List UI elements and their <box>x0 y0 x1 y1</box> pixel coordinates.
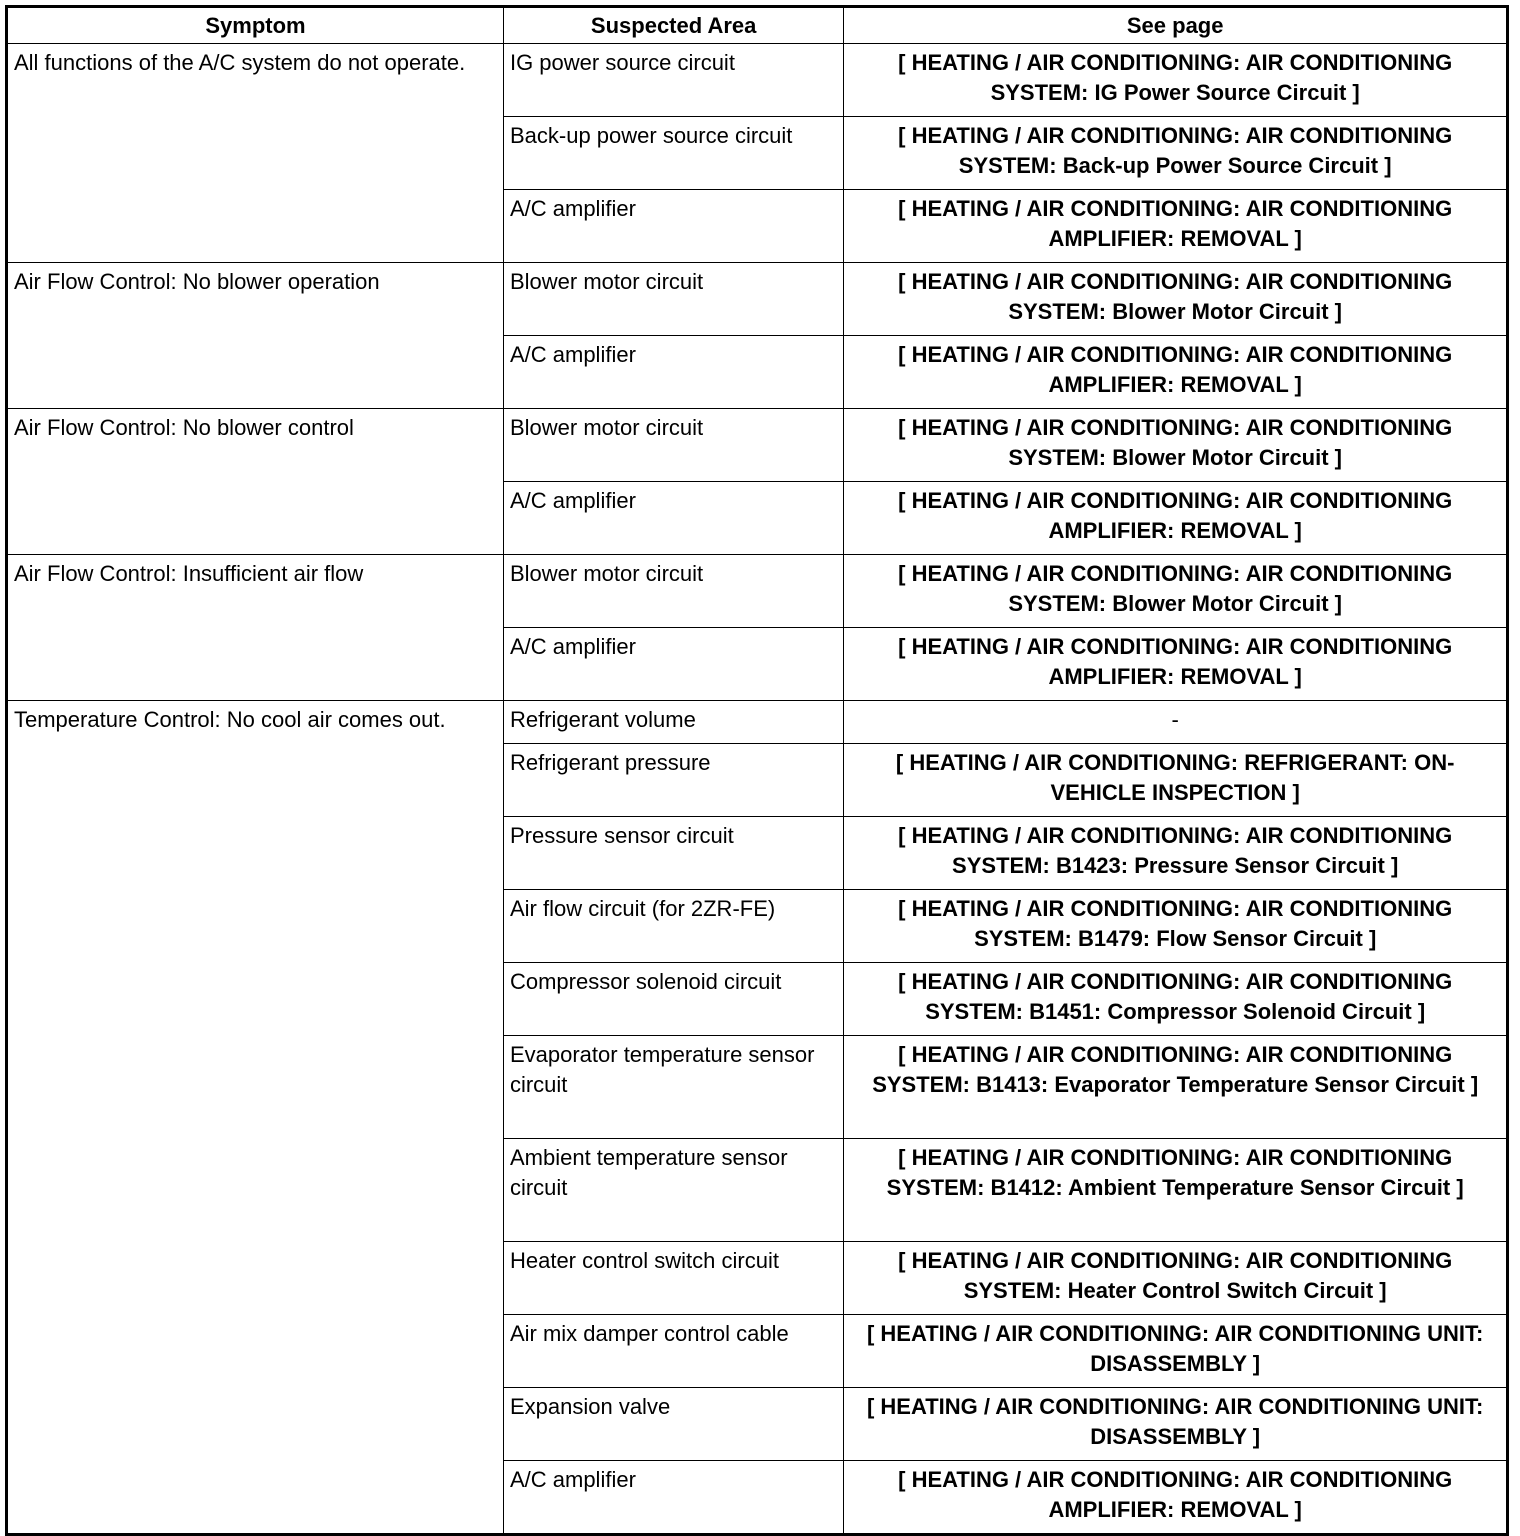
suspected-area-cell: Ambient temperature sensor circuit <box>503 1139 843 1242</box>
see-page-link[interactable]: [ HEATING / AIR CONDITIONING: AIR CONDITIONING AMPLIFIER: REMOVAL ] <box>844 1461 1508 1535</box>
see-page-text: - <box>844 701 1508 744</box>
suspected-area-cell: A/C amplifier <box>503 190 843 263</box>
suspected-area-cell: A/C amplifier <box>503 336 843 409</box>
suspected-area-cell: Air flow circuit (for 2ZR-FE) <box>503 890 843 963</box>
suspected-area-cell: A/C amplifier <box>503 482 843 555</box>
see-page-link[interactable]: [ HEATING / AIR CONDITIONING: AIR CONDITIONING AMPLIFIER: REMOVAL ] <box>844 336 1508 409</box>
see-page-link[interactable]: [ HEATING / AIR CONDITIONING: AIR CONDITIONING SYSTEM: B1412: Ambient Temperature Sensor Circuit ] <box>844 1139 1508 1242</box>
suspected-area-cell: Compressor solenoid circuit <box>503 963 843 1036</box>
header-symptom: Symptom <box>7 7 504 44</box>
suspected-area-cell: Expansion valve <box>503 1388 843 1461</box>
table-row <box>7 44 1508 117</box>
see-page-link[interactable]: [ HEATING / AIR CONDITIONING: AIR CONDITIONING SYSTEM: Blower Motor Circuit ] <box>844 555 1508 628</box>
symptom-cell: Air Flow Control: No blower operation <box>7 263 504 409</box>
table-row <box>7 263 1508 336</box>
suspected-area-cell: IG power source circuit <box>503 44 843 117</box>
suspected-area-cell: Blower motor circuit <box>503 555 843 628</box>
see-page-link[interactable]: [ HEATING / AIR CONDITIONING: AIR CONDITIONING SYSTEM: Blower Motor Circuit ] <box>844 263 1508 336</box>
symptom-cell: All functions of the A/C system do not operate. <box>7 44 504 263</box>
see-page-link[interactable]: [ HEATING / AIR CONDITIONING: AIR CONDITIONING AMPLIFIER: REMOVAL ] <box>844 190 1508 263</box>
problem-symptoms-table <box>5 5 1509 1536</box>
table-row <box>7 555 1508 628</box>
suspected-area-cell: Pressure sensor circuit <box>503 817 843 890</box>
see-page-link[interactable]: [ HEATING / AIR CONDITIONING: AIR CONDITIONING SYSTEM: Heater Control Switch Circuit ] <box>844 1242 1508 1315</box>
suspected-area-cell: A/C amplifier <box>503 1461 843 1535</box>
suspected-area-cell: Refrigerant volume <box>503 701 843 744</box>
see-page-link[interactable]: [ HEATING / AIR CONDITIONING: AIR CONDITIONING SYSTEM: B1413: Evaporator Temperature Sensor Circuit ] <box>844 1036 1508 1139</box>
header-see-page: See page <box>844 7 1508 44</box>
table-header-row <box>7 7 1508 44</box>
suspected-area-cell: Back-up power source circuit <box>503 117 843 190</box>
see-page-link[interactable]: [ HEATING / AIR CONDITIONING: AIR CONDITIONING SYSTEM: B1479: Flow Sensor Circuit ] <box>844 890 1508 963</box>
table-row <box>7 409 1508 482</box>
suspected-area-cell: Blower motor circuit <box>503 263 843 336</box>
see-page-link[interactable]: [ HEATING / AIR CONDITIONING: AIR CONDITIONING SYSTEM: IG Power Source Circuit ] <box>844 44 1508 117</box>
see-page-link[interactable]: [ HEATING / AIR CONDITIONING: AIR CONDITIONING SYSTEM: Back-up Power Source Circuit ] <box>844 117 1508 190</box>
suspected-area-cell: Refrigerant pressure <box>503 744 843 817</box>
symptom-cell: Air Flow Control: No blower control <box>7 409 504 555</box>
symptom-cell: Air Flow Control: Insufficient air flow <box>7 555 504 701</box>
table-row <box>7 701 1508 744</box>
see-page-link[interactable]: [ HEATING / AIR CONDITIONING: REFRIGERANT: ON-VEHICLE INSPECTION ] <box>844 744 1508 817</box>
see-page-link[interactable]: [ HEATING / AIR CONDITIONING: AIR CONDITIONING SYSTEM: B1451: Compressor Solenoid Circuit ] <box>844 963 1508 1036</box>
suspected-area-cell: Evaporator temperature sensor circuit <box>503 1036 843 1139</box>
see-page-link[interactable]: [ HEATING / AIR CONDITIONING: AIR CONDITIONING UNIT: DISASSEMBLY ] <box>844 1315 1508 1388</box>
suspected-area-cell: Air mix damper control cable <box>503 1315 843 1388</box>
see-page-link[interactable]: [ HEATING / AIR CONDITIONING: AIR CONDITIONING AMPLIFIER: REMOVAL ] <box>844 482 1508 555</box>
see-page-link[interactable]: [ HEATING / AIR CONDITIONING: AIR CONDITIONING AMPLIFIER: REMOVAL ] <box>844 628 1508 701</box>
see-page-link[interactable]: [ HEATING / AIR CONDITIONING: AIR CONDITIONING SYSTEM: B1423: Pressure Sensor Circuit ] <box>844 817 1508 890</box>
suspected-area-cell: A/C amplifier <box>503 628 843 701</box>
see-page-link[interactable]: [ HEATING / AIR CONDITIONING: AIR CONDITIONING SYSTEM: Blower Motor Circuit ] <box>844 409 1508 482</box>
suspected-area-cell: Heater control switch circuit <box>503 1242 843 1315</box>
symptom-cell: Temperature Control: No cool air comes out. <box>7 701 504 1535</box>
see-page-link[interactable]: [ HEATING / AIR CONDITIONING: AIR CONDITIONING UNIT: DISASSEMBLY ] <box>844 1388 1508 1461</box>
suspected-area-cell: Blower motor circuit <box>503 409 843 482</box>
header-suspected-area: Suspected Area <box>503 7 843 44</box>
